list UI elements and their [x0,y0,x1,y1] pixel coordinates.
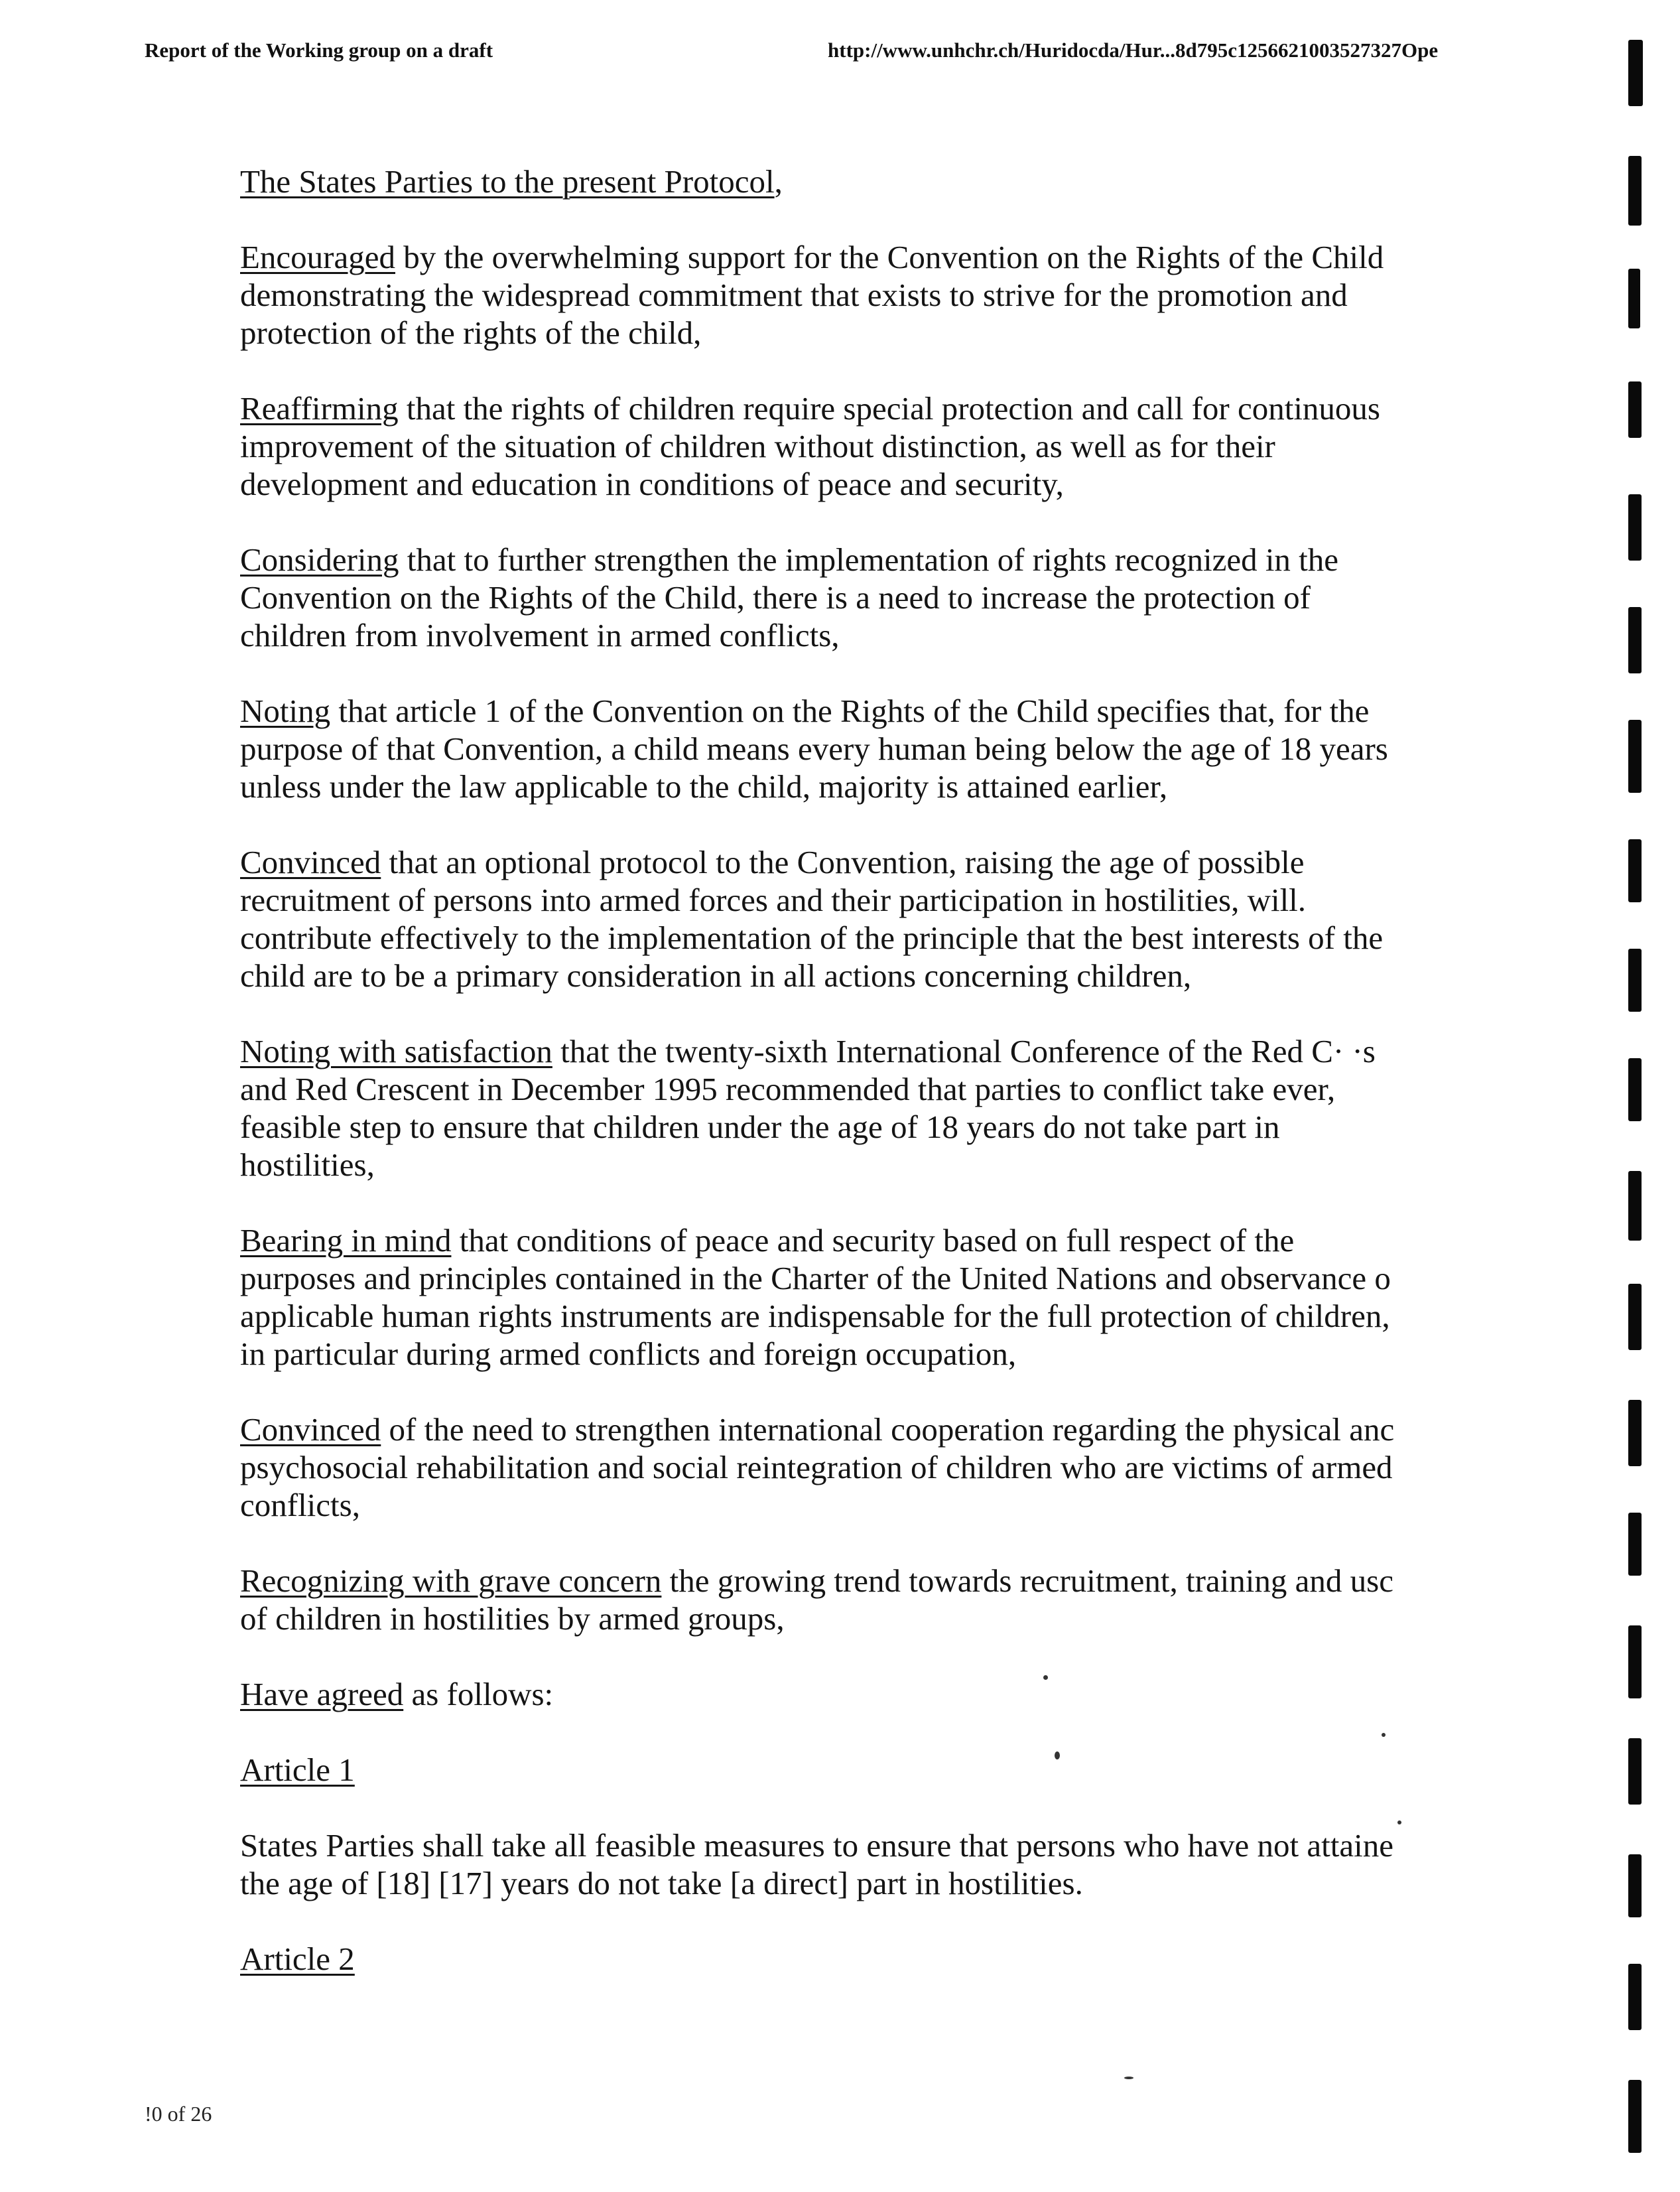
paragraph-text: that article 1 of the Convention on the Rights of the Child specifies that, for the purpose of that Convention, a child means every human being below the age of 18 years unless under the law applicable to the child, majority is attained earlier, [240,693,1388,805]
header-url: http://www.unhchr.ch/Huridocda/Hur...8d795c1256621003527327Ope [828,38,1439,62]
paragraph-text: the growing trend towards recruitment, training and usc of children in hostilities by armed groups, [240,1562,1393,1637]
paragraph-text: that an optional protocol to the Convention, raising the age of possible recruitment of persons into armed forces and their participation in hostilities, will. contribute effectively to the implementation of the principle that the best interests of the child are to be a primary consideration in all actions concerning children, [240,844,1384,994]
scan-edge-mark [1628,1171,1642,1241]
page-number: !0 of 26 [145,2102,212,2126]
article-2-heading [240,1940,1620,1978]
paragraph-text: that to further strengthen the implementation of rights recognized in the Convention on the Rights of the Child, there is a need to increase the protection of children from involvement in armed conflicts, [240,541,1339,653]
header-title: Report of the Working group on a draft [145,38,493,62]
preamble-paragraph [240,692,1620,805]
scan-speck [1043,1675,1048,1680]
scan-edge-mark [1628,1738,1642,1805]
scan-speck [1382,1733,1386,1737]
scan-speck [1055,1751,1060,1759]
paragraph-text: that the twenty-sixth International Conference of the Red C· ·s and Red Crescent in December 1995 recommended that parties to conflict take ever, feasible step to ensure that children under the age of 18 years do not take part in hostilities, [240,1033,1376,1183]
paragraph-text: that the rights of children require special protection and call for continuous improvement of the situation of children without distinction, as well as for their development and education in conditions of peace and security, [240,390,1381,502]
paragraph-lead: Recognizing with grave concern [240,1562,662,1599]
scan-edge-mark [1628,1400,1642,1466]
scan-speck [1124,2077,1133,2079]
article-1-text: States Parties shall take all feasible measures to ensure that persons who have not attaine the age of [18] [17] years do not take [a direct] part in hostilities. [240,1827,1393,1901]
scan-edge-mark [1628,269,1640,328]
paragraph-lead: Convinced [240,1411,381,1448]
scan-edge-mark [1628,1854,1642,1917]
article-1-heading [240,1751,1620,1789]
agreement-text: as follows: [403,1676,554,1712]
paragraph-text: of the need to strengthen international cooperation regarding the physical anc psychosocial rehabilitation and social reintegration of children who are victims of armed conflicts, [240,1411,1395,1523]
scan-edge-mark [1628,720,1642,793]
scan-edge-mark [1628,381,1642,438]
scan-edge-mark [1628,1058,1642,1121]
preamble-opening [240,163,1620,200]
preamble-paragraph [240,1221,1620,1373]
preamble-paragraph [240,843,1620,994]
scan-edge-mark [1628,156,1642,226]
scan-edge-mark [1628,1284,1642,1350]
agreement-lead: Have agreed [240,1676,404,1712]
article-1-heading-text: Article 1 [240,1751,355,1788]
paragraph-lead: Convinced [240,844,381,880]
scan-edge-mark [1628,1513,1642,1576]
scan-edge-mark [1628,607,1642,673]
paragraph-lead: Noting [240,693,331,729]
scan-edge-mark [1628,40,1643,106]
agreement-line [240,1675,1620,1713]
preamble-paragraph [240,1410,1620,1524]
scan-edge-mark [1628,1964,1642,2030]
paragraph-lead: Reaffirming [240,390,399,427]
paragraph-text: that conditions of peace and security based on full respect of the purposes and principles contained in the Charter of the United Nations and observance o applicable human rights instruments are indispensable for the full protection of children, in particular during armed conflicts and foreign occupation, [240,1222,1391,1372]
preamble-lead: The States Parties to the present Protocol [240,163,775,200]
article-2-heading-text: Article 2 [240,1941,355,1977]
scan-edge-mark [1628,839,1642,902]
preamble-paragraph [240,541,1620,654]
paragraph-lead: Bearing in mind [240,1222,452,1259]
preamble-paragraph [240,389,1620,503]
scan-edge-mark [1628,494,1642,561]
paragraph-text: by the overwhelming support for the Convention on the Rights of the Child demonstrating the widespread commitment that exists to strive for the promotion and protection of the rights of the child, [240,239,1384,351]
preamble-paragraph [240,1032,1620,1184]
scan-edge-mark [1628,1625,1642,1698]
preamble-paragraph [240,238,1620,352]
preamble-text: , [774,163,783,200]
paragraph-lead: Noting with satisfaction [240,1033,552,1069]
document-body [240,163,1620,2016]
scan-speck [1397,1820,1401,1824]
scan-edge-mark [1628,949,1642,1012]
preamble-paragraph [240,1562,1620,1637]
paragraph-lead: Encouraged [240,239,395,275]
paragraph-lead: Considering [240,541,399,578]
scan-edge-mark [1628,2080,1642,2153]
